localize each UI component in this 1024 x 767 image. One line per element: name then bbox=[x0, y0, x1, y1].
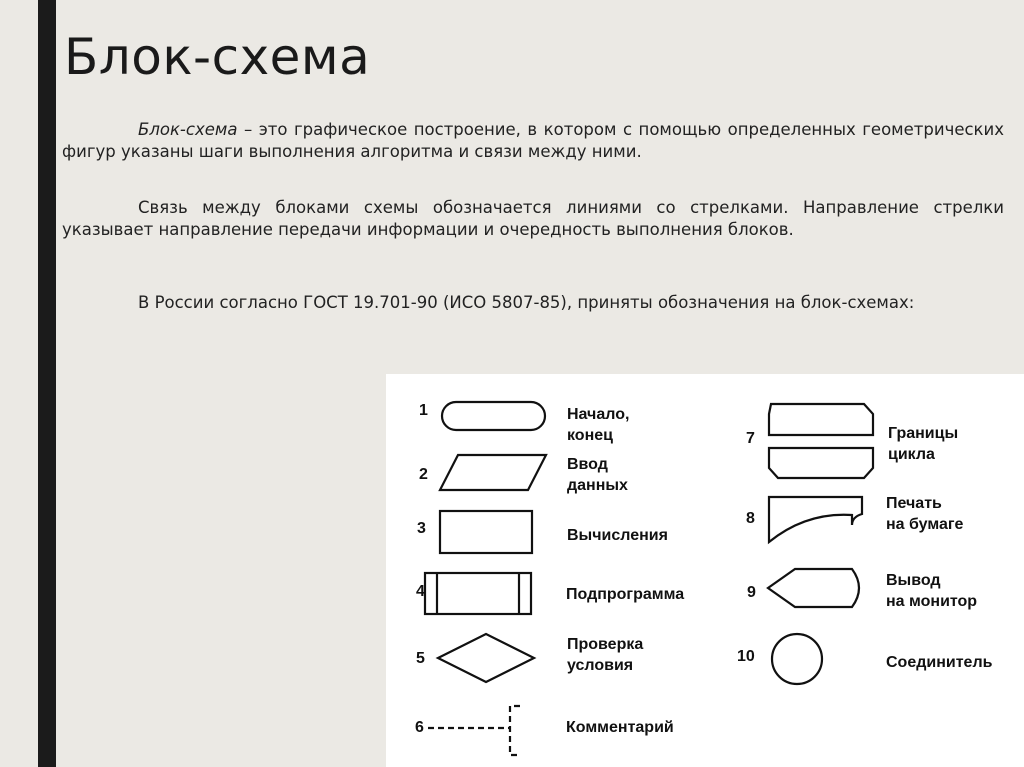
subprogram-shape bbox=[425, 573, 531, 614]
symbol-number: 7 bbox=[746, 430, 755, 447]
symbol-label: Печать на бумаге bbox=[886, 495, 964, 533]
input-parallelogram-shape bbox=[440, 455, 546, 490]
process-rectangle-shape bbox=[440, 511, 532, 553]
symbol-number: 3 bbox=[417, 520, 426, 537]
document-shape bbox=[769, 497, 862, 542]
connections-text: Связь между блоками схемы обозначается линиями со стрелками. Направление стрелки указывает направление передачи информации и очередность выполнения блоков. bbox=[62, 198, 1004, 239]
symbol-label: Вычисления bbox=[567, 527, 668, 544]
loop-start-shape bbox=[769, 404, 873, 435]
paragraph-gost bbox=[62, 292, 1004, 314]
left-accent-bar bbox=[38, 0, 56, 767]
comment-bracket bbox=[510, 706, 520, 755]
symbol-number: 10 bbox=[737, 648, 755, 665]
symbol-number: 2 bbox=[419, 466, 428, 483]
loop-end-shape bbox=[769, 448, 873, 478]
connector-circle-shape bbox=[772, 634, 822, 684]
symbol-label: Соединитель bbox=[886, 654, 993, 671]
terminator-shape bbox=[442, 402, 545, 430]
display-shape bbox=[768, 569, 859, 607]
symbol-number: 9 bbox=[747, 584, 756, 601]
symbol-label: Начало, конец bbox=[567, 406, 630, 444]
symbol-label: Комментарий bbox=[566, 719, 674, 736]
symbol-number: 8 bbox=[746, 510, 755, 527]
paragraph-connections bbox=[62, 197, 1004, 241]
symbol-number: 4 bbox=[416, 583, 425, 600]
symbol-label: Подпрограмма bbox=[566, 586, 685, 603]
gost-text: В России согласно ГОСТ 19.701-90 (ИСО 5807-85), приняты обозначения на блок-схемах: bbox=[138, 293, 915, 312]
symbol-label: Проверка условия bbox=[567, 636, 644, 674]
slide-title: Блок-схема bbox=[64, 28, 371, 86]
symbol-number: 6 bbox=[415, 719, 424, 736]
symbol-label: Вывод на монитор bbox=[886, 572, 978, 610]
symbol-label: Ввод данных bbox=[567, 456, 628, 494]
symbol-number: 1 bbox=[419, 402, 428, 419]
symbol-label: Границы цикла bbox=[888, 425, 959, 463]
definition-text: – это графическое построение, в котором с помощью определенных геометрических фигур указаны шаги выполнения алгоритма и связи между ними. bbox=[62, 120, 1004, 161]
definition-term: Блок-схема bbox=[138, 120, 238, 139]
flowchart-symbols-figure bbox=[386, 374, 1024, 767]
symbol-number: 5 bbox=[416, 650, 425, 667]
decision-diamond-shape bbox=[438, 634, 534, 682]
paragraph-definition bbox=[62, 119, 1004, 163]
